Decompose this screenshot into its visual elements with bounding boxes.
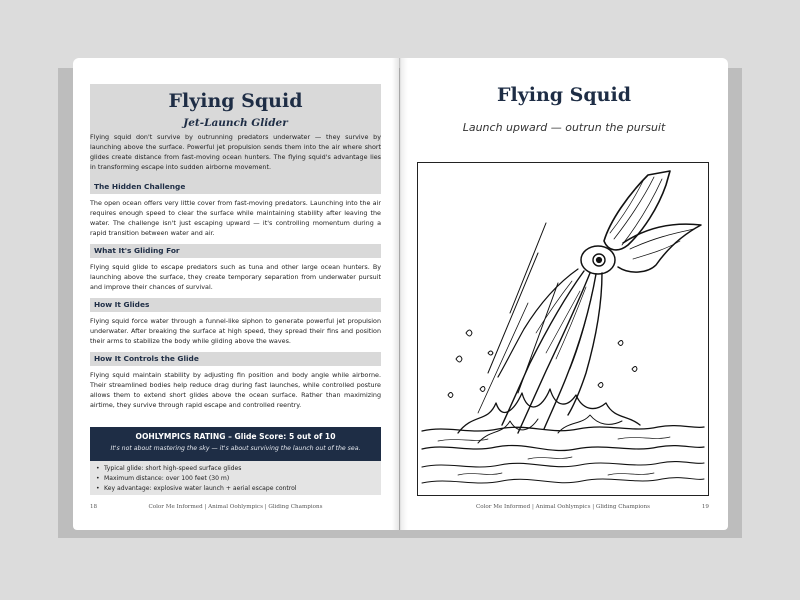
left-footer: [90, 504, 381, 516]
section-heading: What It's Gliding For: [90, 244, 381, 258]
section-heading: How It Glides: [90, 298, 381, 312]
page-number: 19: [701, 504, 709, 510]
flying-squid-illustration: [418, 163, 707, 494]
rating-bullet-list: [90, 461, 381, 495]
section-text: Flying squid maintain stability by adjusting fin position and body angle while airborne. Their streamlined bodies help reduce drag during fast launches, while controlled posture allows them to extend short glides above the ocean surface. Rather than maximizing airtime, they survive through rapid escape and controlled reentry.: [90, 371, 381, 409]
page-subtitle: Jet-Launch Glider: [183, 117, 288, 129]
page-caption: Launch upward — outrun the pursuit: [462, 121, 666, 134]
right-page: [400, 58, 728, 530]
rating-bullet: • Typical glide: short high-speed surface glides: [104, 464, 381, 474]
section-text: Flying squid glide to escape predators such as tuna and other large ocean hunters. By launching above the surface, they create temporary separation from underwater pursuit and improve their chances of survival.: [90, 263, 381, 291]
rating-bullet: • Key advantage: explosive water launch + aerial escape control: [104, 484, 381, 494]
footer-text: Color Me Informed | Animal Oohlympics | Gliding Champions: [475, 504, 650, 510]
footer-text: Color Me Informed | Animal Oohlympics | Gliding Champions: [148, 504, 323, 510]
rating-subtitle: It's not about mastering the sky — it's about surviving the launch out of the sea.: [110, 445, 361, 452]
section-text: The open ocean offers very little cover from fast-moving predators. Launching into the air requires enough speed to clear the surface while maintaining stability after leaving the water. The challenge isn't just escaping upward — it's controlling momentum during a rapid transition between water and air.: [90, 199, 381, 237]
page-title: Flying Squid: [496, 84, 631, 106]
section-heading: The Hidden Challenge: [90, 180, 381, 194]
section-text: Flying squid force water through a funnel-like siphon to generate powerful jet propulsion underwater. After breaking the surface at high speed, they spread their fins and position their arms to stabilize the body while gliding above the waves.: [90, 317, 381, 345]
page-title: Flying Squid: [168, 90, 303, 112]
illustration-frame: [417, 162, 709, 496]
left-page: [73, 58, 399, 530]
right-footer: [417, 504, 709, 516]
rating-box: [90, 427, 381, 461]
rating-title: OOHLYMPICS RATING – Glide Score: 5 out of 10: [135, 432, 336, 441]
rating-bullet: • Maximum distance: over 100 feet (30 m): [104, 474, 381, 484]
book-spine: [392, 58, 408, 530]
intro-paragraph: Flying squid don't survive by outrunning predators underwater — they survive by launching above the surface. Powerful jet propulsion sends them into the air where short glides create distance from fast-moving ocean hunters. The flying squid's advantage lies in transforming escape into sudden airborne movement.: [90, 133, 381, 171]
section-heading: How It Controls the Glide: [90, 352, 381, 366]
page-number: 18: [90, 504, 98, 510]
